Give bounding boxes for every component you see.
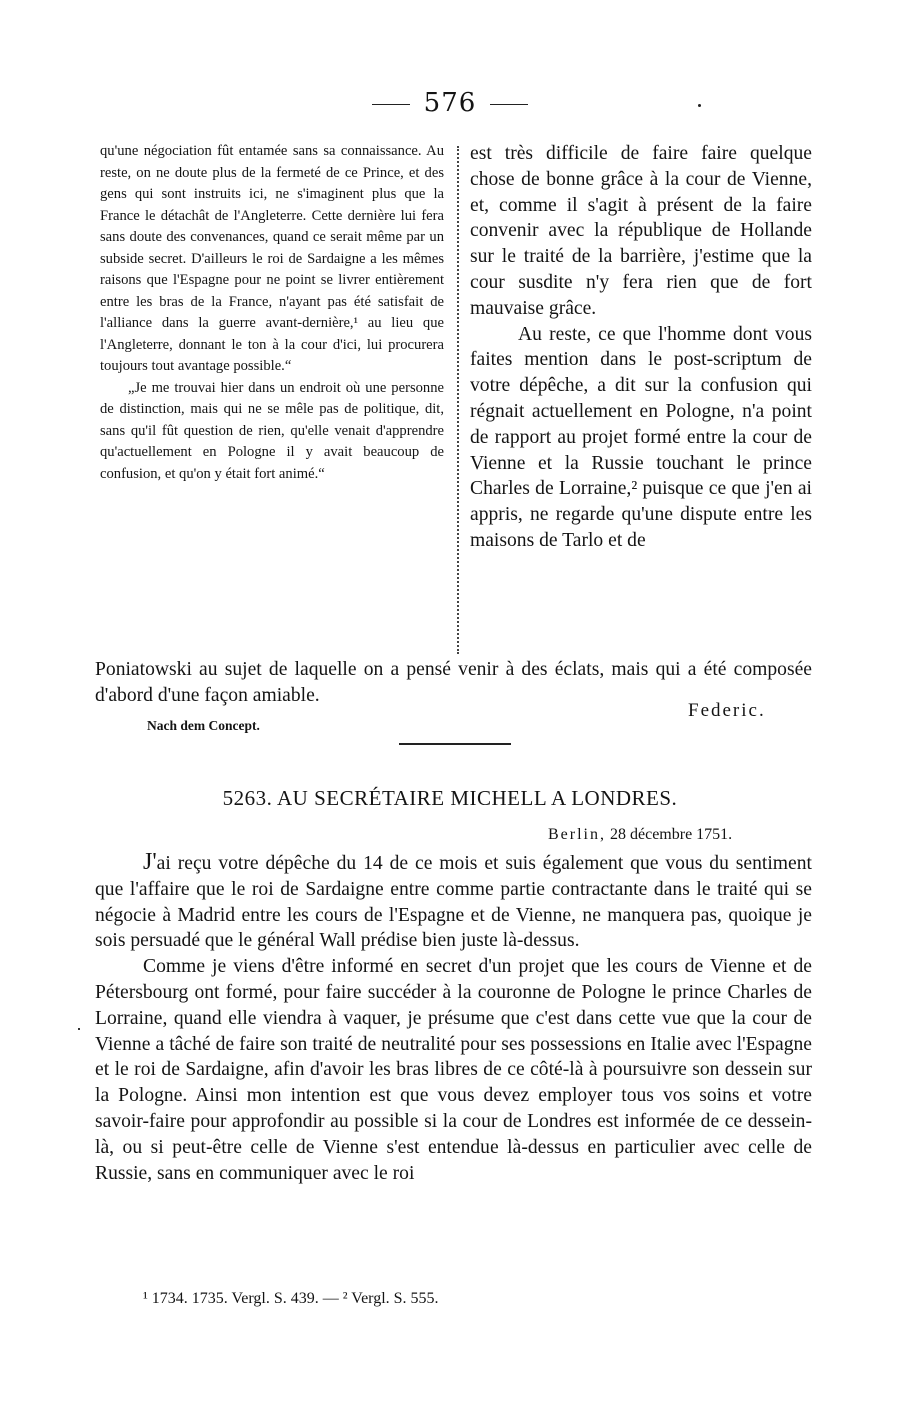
- margin-dot: [698, 104, 701, 107]
- right-column-paragraph-2: Au reste, ce que l'homme dont vous faites mention dans le post-scriptum de votre dépêche, a dit sur la confusion qui régnait actuellement en Pologne, n'a point de rapport au projet formé entre la cour de Vienne et la Russie touchant le prince Charles de Lorraine,² puisque ce que j'en ai appris, ne regarde qu'une dispute entre les maisons de Tarlo et de: [470, 323, 812, 551]
- left-column: [100, 141, 444, 485]
- letter-date: 28 décembre 1751.: [610, 826, 733, 843]
- footnotes: ¹ 1734. 1735. Vergl. S. 439. — ² Vergl. S. 555.: [143, 1290, 439, 1307]
- letter-body: [95, 850, 812, 1186]
- column-divider: [457, 146, 459, 654]
- continuation-text: Poniatowski au sujet de laquelle on a pensé venir à des éclats, mais qui a été composée d'abord d'une façon amiable.: [95, 659, 812, 706]
- header-dash-left: [372, 104, 410, 105]
- header-dash-right: [490, 104, 528, 105]
- letter-place: Berlin,: [548, 826, 606, 843]
- section-separator: [399, 743, 511, 745]
- right-column: [470, 141, 812, 554]
- left-column-paragraph-2: „Je me trouvai hier dans un endroit où une personne de distinction, mais qui ne se mêle pas de politique, dit, sans qu'il fût question de rien, qu'elle venait d'apprendre qu'actuellement en Pologne il y avait beaucoup de confusion, et qu'on y était fort animé.“: [100, 379, 444, 482]
- page-header: [0, 88, 900, 118]
- page-number: 576: [423, 88, 477, 118]
- letter-paragraph-1: J'ai reçu votre dépêche du 14 de ce mois et suis également que vous du sentiment que l'affaire que le roi de Sardaigne entre comme partie contractante dans le traité qui se négocie à Madrid entre les cours de l'Espagne et de Vienne, ne manquera pas, quoique je sois persuadé que le général Wall prédise bien juste là-dessus.: [95, 849, 812, 952]
- concept-note: Nach dem Concept.: [147, 718, 260, 733]
- letter-paragraph-2: Comme je viens d'être informé en secret d'un projet que les cours de Vienne et de Pétersbourg ont formé, pour faire succéder à la couronne de Pologne le prince Charles de Lorraine, quand elle viendra à vaquer, je présume que c'est dans cette vue que la cour de Vienne a tâché de faire son traité de neutralité pour ses possessions en Italie avec l'Espagne et le roi de Sardaigne, afin d'avoir les bras libres de ce côté-là à poursuivre son dessein sur la Pologne. Ainsi mon intention est que vous devez employer tous vos soins et votre savoir-faire pour approfondir au possible si la cour de Londres est informée de ce dessein-là, ou si peut-être celle de Vienne s'est entendue là-dessus en particulier avec celle de Russie, sans en communiquer avec le roi: [95, 956, 812, 1184]
- letter-heading: 5263. AU SECRÉTAIRE MICHELL A LONDRES.: [222, 786, 678, 810]
- signature: Federic.: [688, 700, 766, 721]
- letter-dateline: [548, 826, 732, 844]
- left-column-paragraph-1: qu'une négociation fût entamée sans sa connaissance. Au reste, on ne doute plus de la fermeté de ce Prince, et des gens qui sont instruits ici, ne s'imaginent plus que la France le détachât de l'Angleterre. Cette dernière lui fera sans doute des convenances, quand ce serait même par un subside secret. D'ailleurs le roi de Sardaigne a les mêmes raisons que l'Espagne pour ne point se livrer entièrement entre les bras de la France, n'ayant pas été satisfait de l'alliance dans la guerre avant-dernière,¹ au lieu que l'Angleterre, donnant le ton à la cour d'ici, lui procurera toujours tout avantage possible.“: [100, 143, 444, 374]
- right-column-paragraph-1: est très difficile de faire faire quelque chose de bonne grâce à la cour de Vienne, et, comme il s'agit à présent de la faire convenir avec la république de Hollande sur le traité de la barrière, j'estime que la cour susdite n'y fera rien que de fort mauvaise grâce.: [470, 143, 812, 319]
- margin-mark: [78, 1028, 80, 1030]
